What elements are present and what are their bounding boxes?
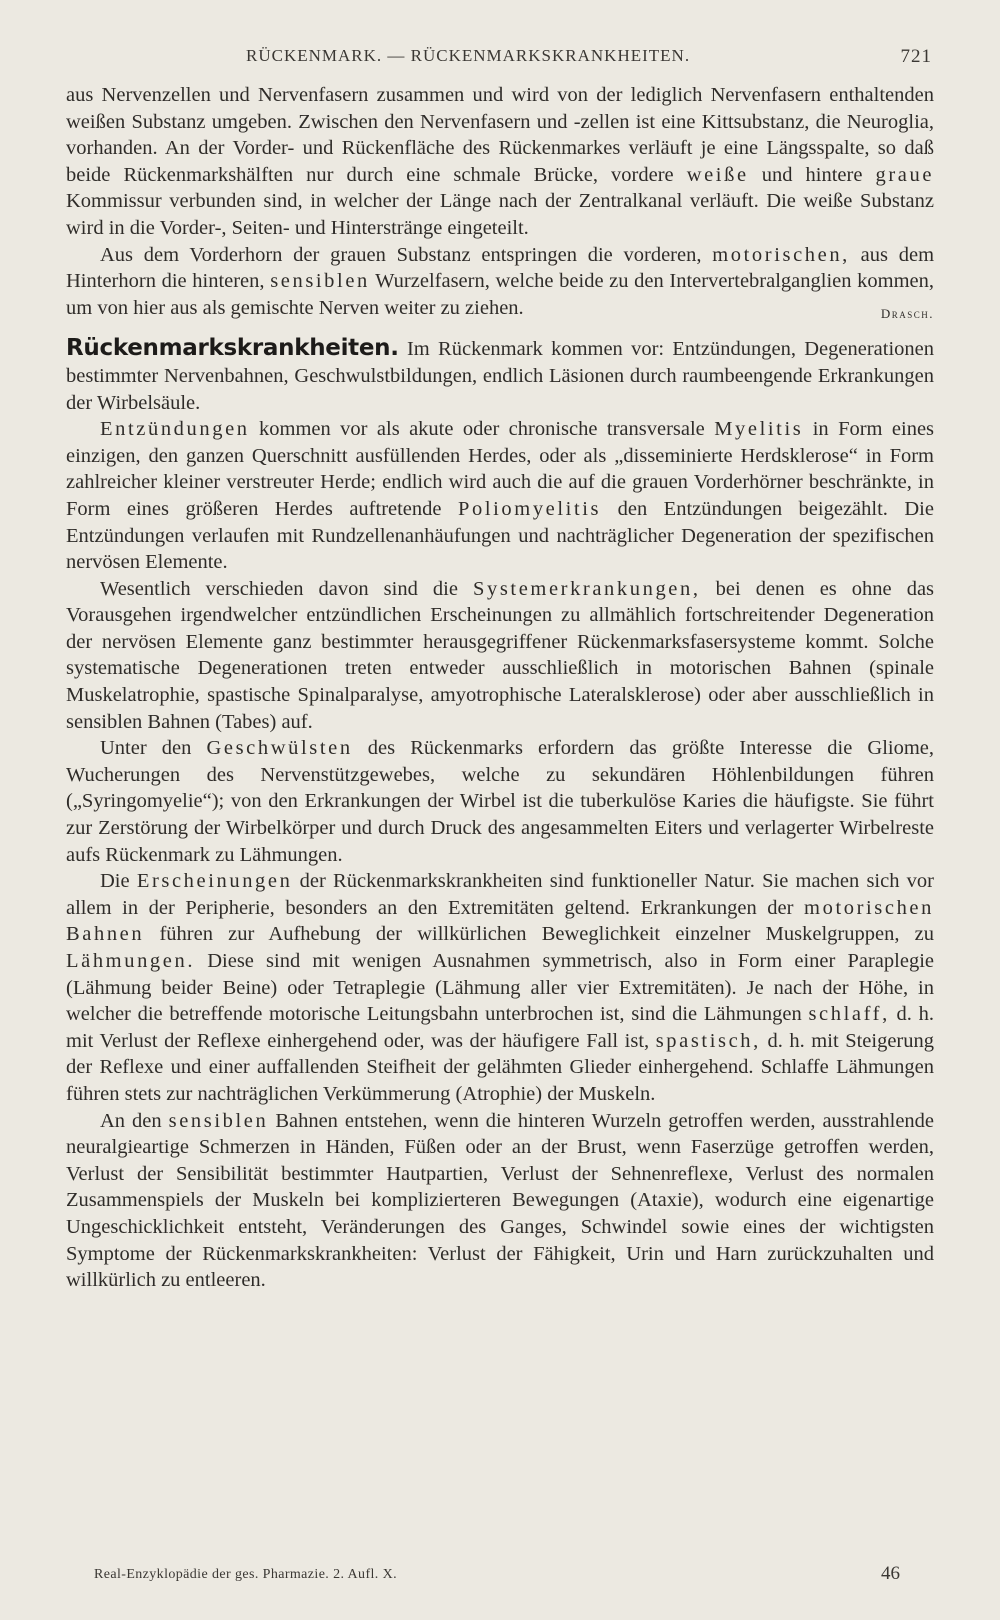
- text-run: Bahnen entstehen, wenn die hinteren Wurzeln getroffen werden, ausstrahlende neuralgieartige Schmerzen in Händen, Füßen oder an der Brust, wenn Faserzüge getroffen werden, Verlust der Sensibilität bestimmter Hautpartien, Verlust der Sehnenreflexe, Verlust des normalen Zusammenspiels der Muskeln bei komplizierteren Bewegungen (Ataxie), wodurch eine eigenartige Ungeschicklichkeit entsteht, Veränderungen des Ganges, Schwindel sowie eines der wichtigsten Symptome der Rückenmarkskrankheiten: Verlust der Fähigkeit, Urin und Harn zurückzuhalten und willkürlich zu entleeren.: [66, 1109, 935, 1292]
- text-run: Im Rückenmark kommen vor: Entzündungen, Degenerationen bestimmter Nervenbahnen, Geschwulstbildungen, endlich Läsionen durch raumbeengende Erkrankungen der Wirbelsäule.: [66, 338, 935, 414]
- text-run: d. h. mit Verlust der Reflexe einhergehend oder, was der häufigere Fall ist,: [66, 1003, 935, 1052]
- text-run: An den: [100, 1109, 162, 1132]
- spaced-term: weiße: [686, 163, 749, 186]
- running-header: [66, 46, 932, 70]
- footer-source: Real-Enzyklopädie der ges. Pharmazie. 2. Aufl. X.: [94, 1567, 398, 1582]
- spaced-term: Entzündungen: [100, 418, 250, 441]
- article1-paragraph-1: [66, 82, 934, 242]
- text-run: d. h. mit Steigerung der Reflexe und einer auffallenden Steifheit der gelähmten Glieder einhergehend. Schlaffe Lähmungen führen stets zur nachträglichen Verkümmerung (Atrophie) der Muskeln.: [66, 1029, 935, 1105]
- spaced-term: Lähmungen.: [66, 950, 196, 972]
- spaced-term: Geschwülsten: [206, 737, 353, 760]
- spaced-term: sensiblen: [270, 270, 370, 293]
- text-run: der Rückenmarkskrankheiten sind funktioneller Natur. Sie machen sich vor allem in der Peripherie, besonders an den Extremitäten geltend. Erkrankungen der: [66, 870, 935, 919]
- running-title: RÜCKENMARK. — RÜCKENMARKSKRANKHEITEN.: [246, 46, 691, 65]
- author-signature: Drasch.: [880, 305, 934, 321]
- page-footer: [94, 1563, 900, 1585]
- article2-paragraph-symptoms: [66, 868, 934, 1107]
- spaced-term: spastisch,: [655, 1029, 761, 1052]
- article2-intro: [66, 335, 934, 416]
- text-run: Unter den: [100, 737, 192, 760]
- text-run: den Entzündungen beigezählt. Die Entzündungen verlaufen mit Rundzellenanhäufungen und nachträglicher Degeneration der spezifischen nervösen Elemente.: [66, 497, 934, 574]
- article2-paragraph-system-diseases: [66, 576, 934, 736]
- text-run: und hintere: [761, 163, 863, 186]
- article2-paragraph-inflammations: [66, 416, 934, 576]
- text-run: führen zur Aufhebung der willkürlichen Beweglichkeit einzelner Muskelgruppen, zu: [159, 923, 934, 946]
- spaced-term: motorischen,: [712, 243, 850, 266]
- text-run: in Form eines einzigen, den ganzen Querschnitt ausfüllenden Herdes, oder als „disseminierte Herdsklerose“ in Form zahlreicher kleiner verstreuter Herde; endlich wird auch die auf die grauen Vorderhörner beschränkte, in Form eines größeren Herdes auftretende: [66, 418, 935, 520]
- spaced-term: Erscheinungen: [136, 870, 293, 893]
- text-run: Kommissur verbunden sind, in welcher der Länge nach der Zentralkanal verläuft. Die weiße Substanz wird in die Vorder-, Seiten- und Hinterstränge eingeteilt.: [66, 190, 934, 239]
- article1-paragraph-2: [66, 242, 934, 322]
- text-run: des Rückenmarks erfordern das größte Interesse die Gliome, Wucherungen des Nervenstützgewebes, welche zu sekundären Höhlenbildungen führen („Syringomyelie“); von den Erkrankungen der Wirbel ist die tuberkulöse Karies die häufigste. Sie führt zur Zerstörung der Wirbelkörper und durch Druck des angesammelten Eiters und verlagerter Wirbelreste aufs Rückenmark zu Lähmungen.: [66, 737, 935, 866]
- article-heading: Rückenmarkskrankheiten.: [66, 335, 399, 362]
- spaced-term: Systemerkrankungen,: [472, 577, 701, 600]
- body-text: [66, 82, 934, 1294]
- spaced-term: schlaff,: [808, 1003, 890, 1026]
- spaced-term: Poliomyelitis: [457, 497, 602, 520]
- spaced-term: Myelitis: [714, 418, 804, 441]
- spaced-term: graue: [875, 163, 935, 186]
- text-run: kommen vor als akute oder chronische transversale: [259, 418, 705, 441]
- sheet-number: 46: [881, 1563, 900, 1584]
- spaced-term: motorischen Bahnen: [66, 896, 934, 946]
- spaced-term: sensiblen: [168, 1109, 269, 1132]
- text-run: aus Nervenzellen und Nervenfasern zusammen und wird von der lediglich Nervenfasern enthaltenden weißen Substanz umgeben. Zwischen den Nervenfasern und -zellen ist eine Kittsubstanz, die Neuroglia, vorhanden. An der Vorder- und Rückenfläche des Rückenmarkes verläuft je eine Längsspalte, so daß beide Rückenmarkshälften nur durch eine schmale Brücke, vordere: [66, 84, 934, 186]
- article2-paragraph-tumors: [66, 735, 934, 868]
- page-number: 721: [900, 46, 932, 67]
- text-run: Aus dem Vorderhorn der grauen Substanz entspringen die vorderen,: [100, 243, 702, 266]
- article2-paragraph-sensory: [66, 1108, 934, 1294]
- text-run: bei denen es ohne das Vorausgehen irgendwelcher entzündlichen Erscheinungen zu allmählich fortschreitender Degeneration der nervösen Elemente ganz bestimmter herausgegriffener Rückenmarksfasersysteme kommt. Solche systematische Degenerationen treten entweder ausschließlich in motorischen Bahnen (spinale Muskelatrophie, spastische Spinalparalyse, amyotrophische Lateralsklerose) oder aber ausschließlich in sensiblen Bahnen (Tabes) auf.: [66, 577, 935, 733]
- text-run: Die: [100, 870, 130, 893]
- text-run: Diese sind mit wenigen Ausnahmen symmetrisch, also in Form einer Paraplegie (Lähmung beider Beine) oder Tetraplegie (Lähmung aller vier Extremitäten). Je nach der Höhe, in welcher die betreffende motorische Leitungsbahn unterbrochen ist, sind die Lähmungen: [66, 950, 935, 1026]
- text-run: aus dem Hinterhorn die hinteren,: [66, 243, 935, 293]
- text-run: Wurzelfasern, welche beide zu den Intervertebralganglien kommen, um von hier aus als gemischte Nerven weiter zu ziehen.: [66, 270, 934, 319]
- text-run: Wesentlich verschieden davon sind die: [100, 577, 458, 600]
- article-rueckenmarkskrankheiten: [66, 335, 934, 1293]
